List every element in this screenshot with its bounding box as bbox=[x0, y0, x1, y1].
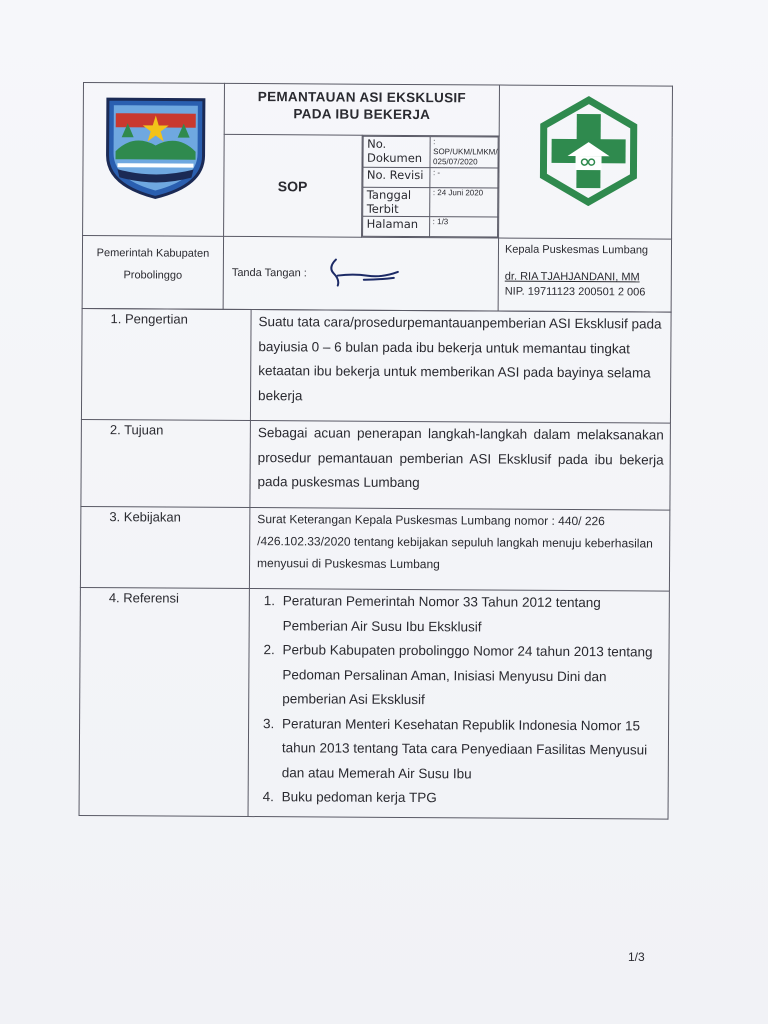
head-of-puskesmas-cell bbox=[498, 238, 671, 312]
sop-document bbox=[79, 82, 673, 819]
section-row-pengertian bbox=[81, 308, 671, 423]
head-title: Kepala Puskesmas Lumbang bbox=[504, 243, 649, 257]
list-item: 1. Peraturan Pemerintah Nomor 33 Tahun 2012 tentang Pemberian Air Susu Ibu Eksklusif bbox=[279, 589, 663, 640]
section-text-tujuan: Sebagai acuan penerapan langkah-langkah dalam melaksanakan prosedur pemantauan pemberian ASI Eksklusif pada ibu bekerja pada puskesmas Lumbang bbox=[250, 421, 671, 511]
meta-label-no-dokumen: No. Dokumen bbox=[362, 136, 429, 167]
document-meta-table bbox=[362, 136, 499, 238]
meta-value-no-dokumen: : SOP/UKM/LMKM/ 025/07/2020 bbox=[430, 137, 499, 168]
puskesmas-logo-icon bbox=[533, 96, 644, 207]
signature-mark-icon bbox=[324, 253, 404, 289]
section-label-kebijakan: 3. Kebijakan bbox=[80, 506, 249, 588]
head-nip: NIP. 19711123 200501 2 006 bbox=[504, 285, 646, 299]
sop-label: SOP bbox=[224, 134, 362, 237]
sop-header-table bbox=[82, 82, 673, 313]
list-item: 4. Buku pedoman kerja TPG bbox=[278, 785, 662, 812]
left-logo-cell bbox=[83, 83, 225, 237]
document-title-line1: PEMANTAUAN ASI EKSKLUSIF bbox=[257, 89, 467, 106]
meta-row bbox=[362, 167, 498, 188]
meta-row bbox=[362, 136, 498, 168]
organization-cell bbox=[82, 236, 223, 310]
kabupaten-emblem-icon bbox=[103, 93, 208, 202]
sop-body-table bbox=[79, 308, 672, 819]
meta-row bbox=[362, 216, 498, 237]
meta-label-no-revisi: No. Revisi bbox=[362, 167, 429, 187]
section-row-kebijakan bbox=[80, 506, 669, 591]
meta-value-no-revisi: : - bbox=[429, 168, 498, 188]
reference-list bbox=[256, 589, 663, 812]
section-text-pengertian: Suatu tata cara/prosedurpemantauanpemberian ASI Eksklusif pada bayiusia 0 – 6 bulan pada ibu bekerja untuk memantau tingkat ketaatan ibu bekerja untuk memberikan ASI pada bayinya selama bekerja bbox=[250, 310, 671, 424]
meta-label-tanggal-terbit: Tanggal Terbit bbox=[362, 187, 429, 216]
meta-label-halaman: Halaman bbox=[362, 216, 429, 236]
section-text-referensi bbox=[248, 589, 669, 819]
meta-value-tanggal-terbit: : 24 Juni 2020 bbox=[429, 188, 498, 217]
head-name: dr. RIA TJAHJANDANI, MM bbox=[504, 270, 640, 284]
section-label-tujuan: 2. Tujuan bbox=[81, 419, 251, 507]
signature-label: Tanda Tangan : bbox=[231, 266, 307, 280]
section-row-tujuan bbox=[81, 419, 671, 510]
section-label-pengertian: 1. Pengertian bbox=[81, 308, 251, 420]
section-text-kebijakan: Surat Keterangan Kepala Puskesmas Lumbang nomor : 440/ 226 /426.102.33/2020 tentang kebijakan sepuluh langkah menuju keberhasilan menyusui di Puskesmas Lumbang bbox=[249, 508, 669, 592]
document-title-line2: PADA IBU BEKERJA bbox=[293, 106, 431, 123]
list-item: 2. Perbub Kabupaten probolinggo Nomor 24 tahun 2013 tentang Pedoman Persalinan Aman, Inisiasi Menyusu Dini dan pemberian Asi Eksklusif bbox=[278, 638, 662, 714]
list-item: 3. Peraturan Menteri Kesehatan Republik Indonesia Nomor 15 tahun 2013 tentang Tata cara Penyediaan Fasilitas Menyusui dan atau Memerah Air Susu Ibu bbox=[278, 712, 662, 788]
organization-line2: Probolinggo bbox=[123, 269, 183, 282]
page-number: 1/3 bbox=[628, 950, 645, 964]
right-logo-cell bbox=[499, 85, 673, 239]
meta-cell bbox=[361, 135, 499, 238]
section-row-referensi bbox=[79, 587, 669, 818]
meta-value-halaman: : 1/3 bbox=[429, 217, 498, 237]
organization-line1: Pemerintah Kabupaten bbox=[96, 247, 210, 260]
meta-row bbox=[362, 187, 498, 217]
signature-cell bbox=[223, 236, 498, 311]
section-label-referensi: 4. Referensi bbox=[79, 587, 249, 816]
title-cell bbox=[224, 83, 499, 136]
